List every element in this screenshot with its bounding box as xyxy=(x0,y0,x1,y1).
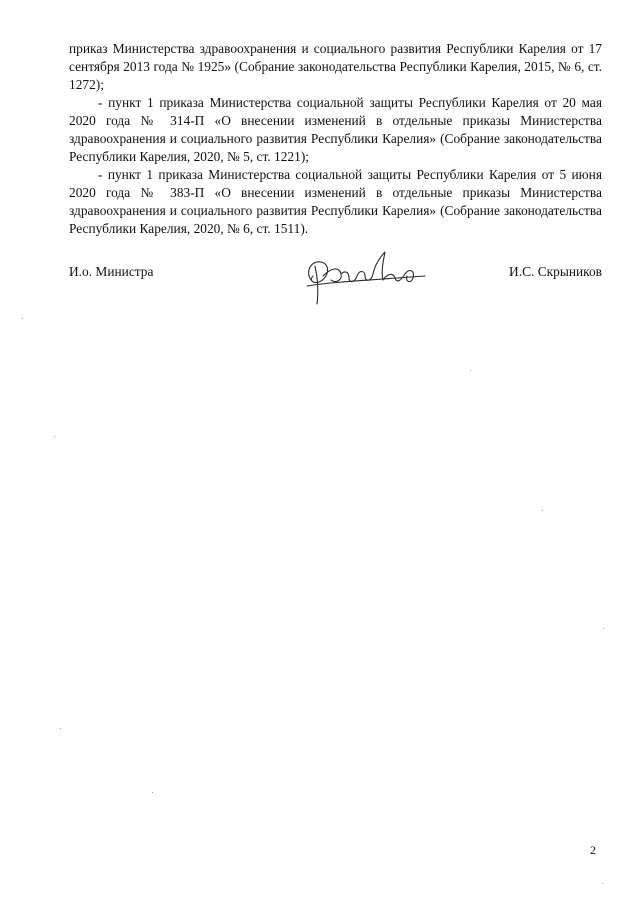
scan-speck xyxy=(22,318,23,319)
signatory-title: И.о. Министра xyxy=(69,264,154,279)
scan-speck xyxy=(470,370,471,371)
document-body xyxy=(69,40,602,238)
handwritten-signature xyxy=(301,246,431,310)
scan-speck xyxy=(60,728,61,729)
paragraph-item-1: - пункт 1 приказа Министерства социальной защиты Республики Карелия от 20 мая 2020 года № 314-П «О внесении изменений в отдельные приказы Министерства здравоохранения и социального развития Республики Карелия» (Собрание законодательства Республики Карелия, 2020, № 5, ст. 1221); xyxy=(69,95,602,164)
scan-speck xyxy=(152,792,153,793)
paragraph-continuation: приказ Министерства здравоохранения и социального развития Республики Карелия от 17 сентября 2013 года № 1925» (Собрание законодательства Республики Карелия, 2015, № 6, ст. 1272); xyxy=(69,41,602,92)
page-number: 2 xyxy=(590,843,596,857)
scan-speck xyxy=(542,510,543,511)
scan-speck xyxy=(602,883,603,884)
scan-speck xyxy=(54,436,55,437)
signature-block xyxy=(69,264,602,314)
paragraph-item-2: - пункт 1 приказа Министерства социальной защиты Республики Карелия от 5 июня 2020 года № 383-П «О внесении изменений в отдельные приказы Министерства здравоохранения и социального развития Республики Карелия» (Собрание законодательства Республики Карелия, 2020, № 6, ст. 1511). xyxy=(69,167,602,236)
signatory-name: И.С. Скрыников xyxy=(509,264,602,279)
scan-speck xyxy=(603,628,604,629)
